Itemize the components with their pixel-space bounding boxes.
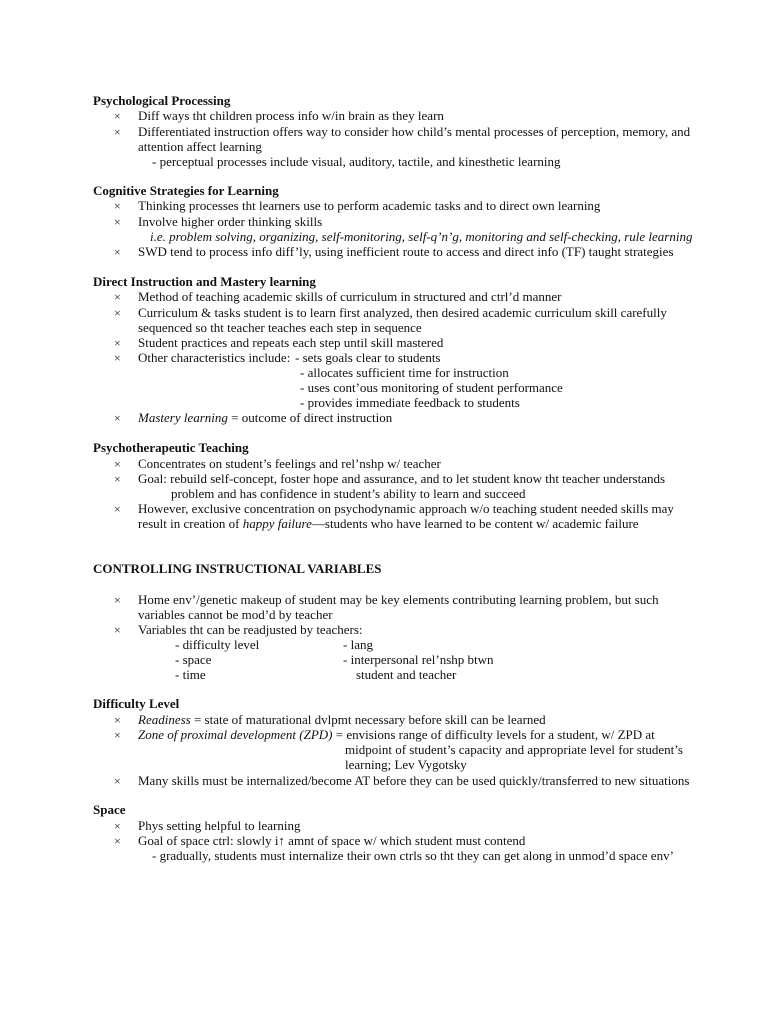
list-item: Differentiated instruction offers way to consider how child’s mental processes of perception, memory, and: [138, 124, 691, 139]
example-line: i.e. problem solving, organizing, self-monitoring, self-q’n’g, monitoring and self-checking, rule learning: [150, 229, 693, 244]
list-item: SWD tend to process info diff’ly, using inefficient route to access and direct info (TF) taught strategies: [138, 244, 674, 259]
list-item-continuation: problem and has confidence in student’s ability to learn and succeed: [171, 486, 526, 501]
text-run: result in creation of: [138, 516, 243, 531]
bullet-x-icon: ×: [114, 215, 121, 229]
variable-item: - time: [175, 667, 206, 682]
term-readiness: Readiness: [138, 712, 191, 727]
list-item-continuation: variables cannot be mod’d by teacher: [138, 607, 333, 622]
list-item: Phys setting helpful to learning: [138, 818, 301, 833]
list-item: Concentrates on student’s feelings and rel’nshp w/ teacher: [138, 456, 441, 471]
heading-cognitive-strategies: Cognitive Strategies for Learning: [93, 183, 279, 198]
variable-item: - lang: [343, 637, 373, 652]
bullet-x-icon: ×: [114, 623, 121, 637]
bullet-x-icon: ×: [114, 457, 121, 471]
list-item-continuation: [138, 516, 639, 531]
sub-item: - gradually, students must internalize their own ctrls so tht they can get along in unmod’d space env’: [152, 848, 674, 863]
definition-text: = state of maturational dvlpmt necessary before skill can be learned: [190, 712, 546, 727]
heading-controlling-instructional-variables: CONTROLLING INSTRUCTIONAL VARIABLES: [93, 561, 382, 576]
term-mastery-learning: Mastery learning: [138, 410, 228, 425]
characteristic: - sets goals clear to students: [295, 350, 441, 365]
term-happy-failure: happy failure: [242, 516, 312, 531]
variable-item: - difficulty level: [175, 637, 260, 652]
heading-psychological-processing: Psychological Processing: [93, 93, 231, 108]
list-item: Goal of space ctrl: slowly i↑ amnt of space w/ which student must contend: [138, 833, 526, 848]
list-item: However, exclusive concentration on psychodynamic approach w/o teaching student needed skills may: [138, 501, 674, 516]
list-item: Diff ways tht children process info w/in brain as they learn: [138, 108, 444, 123]
bullet-x-icon: ×: [114, 109, 121, 123]
heading-psychotherapeutic-teaching: Psychotherapeutic Teaching: [93, 440, 249, 455]
variable-item-continuation: student and teacher: [356, 667, 457, 682]
list-item: Many skills must be internalized/become AT before they can be used quickly/transferred to new situations: [138, 773, 690, 788]
bullet-x-icon: ×: [114, 199, 121, 213]
heading-direct-instruction: Direct Instruction and Mastery learning: [93, 274, 316, 289]
bullet-x-icon: ×: [114, 125, 121, 139]
heading-difficulty-level: Difficulty Level: [93, 696, 180, 711]
list-item: Goal: rebuild self-concept, foster hope and assurance, and to let student know tht teacher understands: [138, 471, 666, 486]
bullet-x-icon: ×: [114, 411, 121, 425]
list-item: Thinking processes tht learners use to perform academic tasks and to direct own learning: [138, 198, 601, 213]
list-item: Curriculum & tasks student is to learn first analyzed, then desired academic curriculum skill carefully: [138, 305, 667, 320]
bullet-x-icon: ×: [114, 819, 121, 833]
list-item: [138, 712, 546, 727]
bullet-x-icon: ×: [114, 728, 121, 742]
list-item: Method of teaching academic skills of curriculum in structured and ctrl’d manner: [138, 289, 562, 304]
list-item-continuation: learning; Lev Vygotsky: [345, 757, 467, 772]
sub-item: - perceptual processes include visual, auditory, tactile, and kinesthetic learning: [152, 154, 561, 169]
term-zpd: Zone of proximal development (ZPD): [138, 727, 333, 742]
bullet-x-icon: ×: [114, 834, 121, 848]
list-item: Other characteristics include:: [138, 350, 291, 365]
characteristic: - provides immediate feedback to students: [300, 395, 520, 410]
list-item: [138, 727, 655, 742]
list-item: [138, 410, 392, 425]
characteristic: - allocates sufficient time for instruction: [300, 365, 509, 380]
variable-item: - interpersonal rel’nshp btwn: [343, 652, 494, 667]
text-run: —students who have learned to be content w/ academic failure: [311, 516, 639, 531]
definition-text: = envisions range of difficulty levels for a student, w/ ZPD at: [332, 727, 655, 742]
bullet-x-icon: ×: [114, 306, 121, 320]
list-item-continuation: midpoint of student’s capacity and appropriate level for student’s: [345, 742, 683, 757]
bullet-x-icon: ×: [114, 290, 121, 304]
bullet-x-icon: ×: [114, 774, 121, 788]
list-item: Student practices and repeats each step until skill mastered: [138, 335, 444, 350]
heading-space: Space: [93, 802, 126, 817]
bullet-x-icon: ×: [114, 502, 121, 516]
list-item: Variables tht can be readjusted by teachers:: [138, 622, 363, 637]
bullet-x-icon: ×: [114, 351, 121, 365]
bullet-x-icon: ×: [114, 472, 121, 486]
list-item: Involve higher order thinking skills: [138, 214, 323, 229]
definition-text: = outcome of direct instruction: [227, 410, 393, 425]
bullet-x-icon: ×: [114, 593, 121, 607]
list-item-continuation: sequenced so tht teacher teaches each step in sequence: [138, 320, 422, 335]
list-item-continuation: attention affect learning: [138, 139, 262, 154]
bullet-x-icon: ×: [114, 245, 121, 259]
characteristic: - uses cont’ous monitoring of student performance: [300, 380, 563, 395]
bullet-x-icon: ×: [114, 713, 121, 727]
variable-item: - space: [175, 652, 212, 667]
list-item: Home env’/genetic makeup of student may be key elements contributing learning problem, but such: [138, 592, 659, 607]
bullet-x-icon: ×: [114, 336, 121, 350]
